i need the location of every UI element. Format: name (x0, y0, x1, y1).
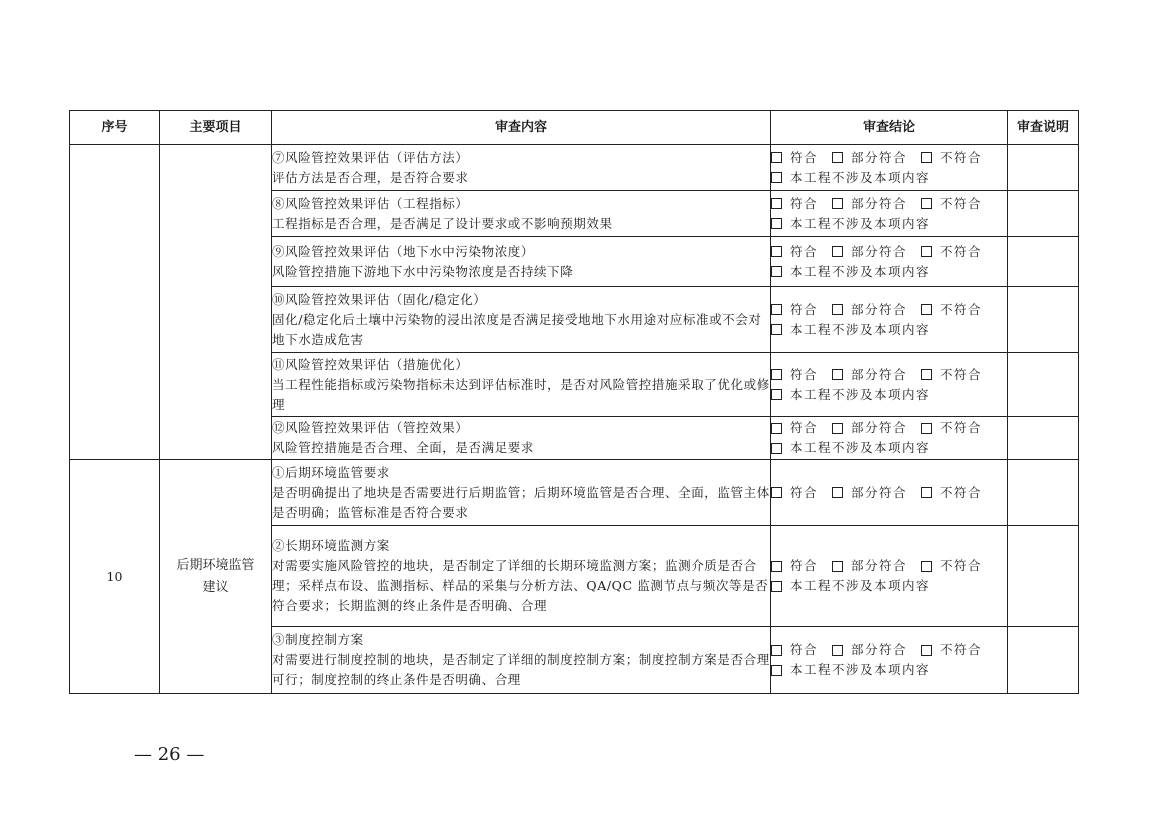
option-label: 部分符合 (851, 484, 908, 500)
option-label: 部分符合 (851, 149, 908, 165)
option-conform[interactable] (771, 148, 818, 168)
project-cell (160, 145, 272, 460)
option-label: 部分符合 (851, 301, 908, 317)
content-cell (272, 237, 771, 287)
option-label: 符合 (790, 243, 819, 259)
option-conform[interactable] (771, 556, 818, 576)
option-label: 不符合 (940, 484, 983, 500)
checkbox-icon[interactable] (771, 324, 782, 335)
remarks-cell[interactable] (1008, 145, 1079, 191)
option-conform[interactable] (771, 300, 818, 320)
checkbox-icon[interactable] (832, 152, 843, 163)
option-label: 本工程不涉及本项内容 (790, 169, 931, 185)
checkbox-icon[interactable] (771, 266, 782, 277)
checkbox-icon[interactable] (921, 369, 932, 380)
option-label: 本工程不涉及本项内容 (790, 386, 931, 402)
remarks-cell[interactable] (1008, 417, 1079, 460)
option-label: 符合 (790, 484, 819, 500)
content-cell (272, 145, 771, 191)
checkbox-icon[interactable] (771, 198, 782, 209)
checkbox-icon[interactable] (832, 198, 843, 209)
item-desc: 工程指标是否合理，是否满足了设计要求或不影响预期效果 (272, 215, 613, 231)
option-label: 本工程不涉及本项内容 (790, 263, 931, 279)
item-title: ⑧风险管控效果评估（工程指标） (272, 195, 469, 211)
option-partial[interactable] (832, 640, 907, 660)
option-nonconform[interactable] (921, 365, 982, 385)
option-partial[interactable] (832, 365, 907, 385)
content-cell (272, 191, 771, 237)
option-label: 符合 (790, 195, 819, 211)
option-label: 符合 (790, 149, 819, 165)
checkbox-icon[interactable] (832, 561, 843, 572)
header-row (70, 111, 1079, 145)
conclusion-cell (771, 353, 1008, 417)
conclusion-cell (771, 191, 1008, 237)
project-cell (160, 460, 272, 694)
option-nonconform[interactable] (921, 418, 982, 438)
option-not-applicable[interactable] (771, 385, 930, 405)
checkbox-icon[interactable] (921, 561, 932, 572)
option-nonconform[interactable] (921, 300, 982, 320)
item-title: ⑩风险管控效果评估（固化/稳定化） (272, 291, 487, 307)
checkbox-icon[interactable] (921, 152, 932, 163)
header-conclusion: 审查结论 (771, 111, 1008, 145)
item-title: ①后期环境监管要求 (272, 464, 390, 480)
option-label: 本工程不涉及本项内容 (790, 578, 931, 593)
option-not-applicable[interactable] (771, 576, 930, 596)
content-cell (272, 460, 771, 526)
item-title: ⑨风险管控效果评估（地下水中污染物浓度） (272, 243, 535, 259)
option-nonconform[interactable] (921, 556, 982, 576)
option-label: 部分符合 (851, 366, 908, 382)
option-nonconform[interactable] (921, 148, 982, 168)
checkbox-icon[interactable] (771, 152, 782, 163)
item-desc: 是否明确提出了地块是否需要进行后期监管；后期环境监管是否合理、全面，监管主体是否明确；监管标准是否符合要求 (272, 484, 770, 520)
item-title: ③制度控制方案 (272, 632, 364, 647)
content-cell (272, 417, 771, 460)
option-partial[interactable] (832, 483, 907, 503)
conclusion-cell (771, 287, 1008, 353)
checkbox-icon[interactable] (921, 487, 932, 498)
option-label: 部分符合 (851, 243, 908, 259)
checkbox-icon[interactable] (771, 423, 782, 434)
option-label: 部分符合 (851, 558, 908, 573)
option-nonconform[interactable] (921, 194, 982, 214)
conclusion-cell (771, 627, 1008, 694)
option-label: 不符合 (940, 149, 983, 165)
content-cell (272, 353, 771, 417)
option-label: 符合 (790, 420, 819, 435)
checkbox-icon[interactable] (832, 645, 843, 656)
checkbox-icon[interactable] (771, 218, 782, 229)
header-serial: 序号 (70, 111, 160, 145)
option-label: 不符合 (940, 558, 983, 573)
option-partial[interactable] (832, 148, 907, 168)
checkbox-icon[interactable] (832, 304, 843, 315)
item-title: ⑪风险管控效果评估（措施优化） (272, 356, 469, 372)
checkbox-icon[interactable] (771, 561, 782, 572)
option-not-applicable[interactable] (771, 660, 930, 680)
remarks-cell[interactable] (1008, 191, 1079, 237)
item-title: ⑦风险管控效果评估（评估方法） (272, 149, 469, 165)
item-title: ⑫风险管控效果评估（管控效果） (272, 420, 469, 435)
option-conform[interactable] (771, 194, 818, 214)
checkbox-icon[interactable] (832, 246, 843, 257)
serial-cell: 10 (70, 460, 160, 694)
option-label: 不符合 (940, 420, 983, 435)
option-label: 不符合 (940, 642, 983, 657)
option-partial[interactable] (832, 556, 907, 576)
option-label: 本工程不涉及本项内容 (790, 662, 931, 677)
checkbox-icon[interactable] (771, 665, 782, 676)
checkbox-icon[interactable] (771, 487, 782, 498)
checkbox-icon[interactable] (771, 645, 782, 656)
option-label: 部分符合 (851, 420, 908, 435)
remarks-cell[interactable] (1008, 460, 1079, 526)
option-conform[interactable] (771, 418, 818, 438)
option-conform[interactable] (771, 483, 818, 503)
option-label: 符合 (790, 558, 819, 573)
checkbox-icon[interactable] (771, 389, 782, 400)
remarks-cell[interactable] (1008, 526, 1079, 627)
option-label: 符合 (790, 366, 819, 382)
checkbox-icon[interactable] (832, 369, 843, 380)
page-number: — 26 — (134, 744, 205, 765)
conclusion-cell (771, 417, 1008, 460)
option-not-applicable[interactable] (771, 214, 930, 234)
conclusion-cell (771, 460, 1008, 526)
checkbox-icon[interactable] (921, 423, 932, 434)
review-table (69, 110, 1079, 694)
option-not-applicable[interactable] (771, 262, 930, 282)
option-partial[interactable] (832, 194, 907, 214)
checkbox-icon[interactable] (771, 443, 782, 454)
option-conform[interactable] (771, 242, 818, 262)
checkbox-icon[interactable] (771, 246, 782, 257)
remarks-cell[interactable] (1008, 627, 1079, 694)
option-label: 不符合 (940, 366, 983, 382)
option-label: 部分符合 (851, 195, 908, 211)
table-row (70, 145, 1079, 191)
checkbox-icon[interactable] (771, 172, 782, 183)
item-desc: 固化/稳定化后土壤中污染物的浸出浓度是否满足接受地地下水用途对应标准或不会对地下水造成危害 (272, 311, 762, 347)
option-partial[interactable] (832, 242, 907, 262)
item-title: ②长期环境监测方案 (272, 538, 390, 553)
checkbox-icon[interactable] (832, 423, 843, 434)
serial-cell (70, 145, 160, 460)
item-desc: 对需要实施风险管控的地块，是否制定了详细的长期环境监测方案；监测介质是否合理；采样点布设、监测指标、样品的采集与分析方法、QA/QC 监测节点与频次等是否符合要求；长期监测的终止条件是否明确、合理 (272, 558, 769, 613)
header-remarks: 审查说明 (1008, 111, 1079, 145)
option-label: 不符合 (940, 301, 983, 317)
project-label: 后期环境监管建议 (176, 557, 255, 595)
table-row (70, 460, 1079, 526)
option-partial[interactable] (832, 418, 907, 438)
checkbox-icon[interactable] (921, 645, 932, 656)
content-cell (272, 526, 771, 627)
option-label: 本工程不涉及本项内容 (790, 321, 931, 337)
conclusion-cell (771, 526, 1008, 627)
checkbox-icon[interactable] (771, 581, 782, 592)
remarks-cell[interactable] (1008, 287, 1079, 353)
conclusion-cell (771, 237, 1008, 287)
option-label: 不符合 (940, 195, 983, 211)
content-cell (272, 287, 771, 353)
remarks-cell[interactable] (1008, 353, 1079, 417)
option-nonconform[interactable] (921, 640, 982, 660)
checkbox-icon[interactable] (771, 369, 782, 380)
checkbox-icon[interactable] (832, 487, 843, 498)
conclusion-cell (771, 145, 1008, 191)
option-not-applicable[interactable] (771, 320, 930, 340)
checkbox-icon[interactable] (921, 246, 932, 257)
item-desc: 当工程性能指标或污染物指标未达到评估标准时，是否对风险管控措施采取了优化或修理 (272, 376, 770, 412)
option-not-applicable[interactable] (771, 168, 930, 188)
option-nonconform[interactable] (921, 242, 982, 262)
option-nonconform[interactable] (921, 483, 982, 503)
content-cell (272, 627, 771, 694)
checkbox-icon[interactable] (921, 304, 932, 315)
option-label: 不符合 (940, 243, 983, 259)
option-label: 本工程不涉及本项内容 (790, 215, 931, 231)
checkbox-icon[interactable] (921, 198, 932, 209)
option-conform[interactable] (771, 365, 818, 385)
option-label: 部分符合 (851, 642, 908, 657)
item-desc: 对需要进行制度控制的地块，是否制定了详细的制度控制方案；制度控制方案是否合理可行；制度控制的终止条件是否明确、合理 (272, 652, 770, 687)
header-project: 主要项目 (160, 111, 272, 145)
option-not-applicable[interactable] (771, 438, 930, 458)
remarks-cell[interactable] (1008, 237, 1079, 287)
option-label: 本工程不涉及本项内容 (790, 440, 931, 455)
item-desc: 风险管控措施下游地下水中污染物浓度是否持续下降 (272, 263, 574, 279)
checkbox-icon[interactable] (771, 304, 782, 315)
item-desc: 风险管控措施是否合理、全面，是否满足要求 (272, 440, 535, 455)
option-label: 符合 (790, 301, 819, 317)
option-label: 符合 (790, 642, 819, 657)
item-desc: 评估方法是否合理，是否符合要求 (272, 169, 469, 185)
header-content: 审查内容 (272, 111, 771, 145)
option-conform[interactable] (771, 640, 818, 660)
option-partial[interactable] (832, 300, 907, 320)
